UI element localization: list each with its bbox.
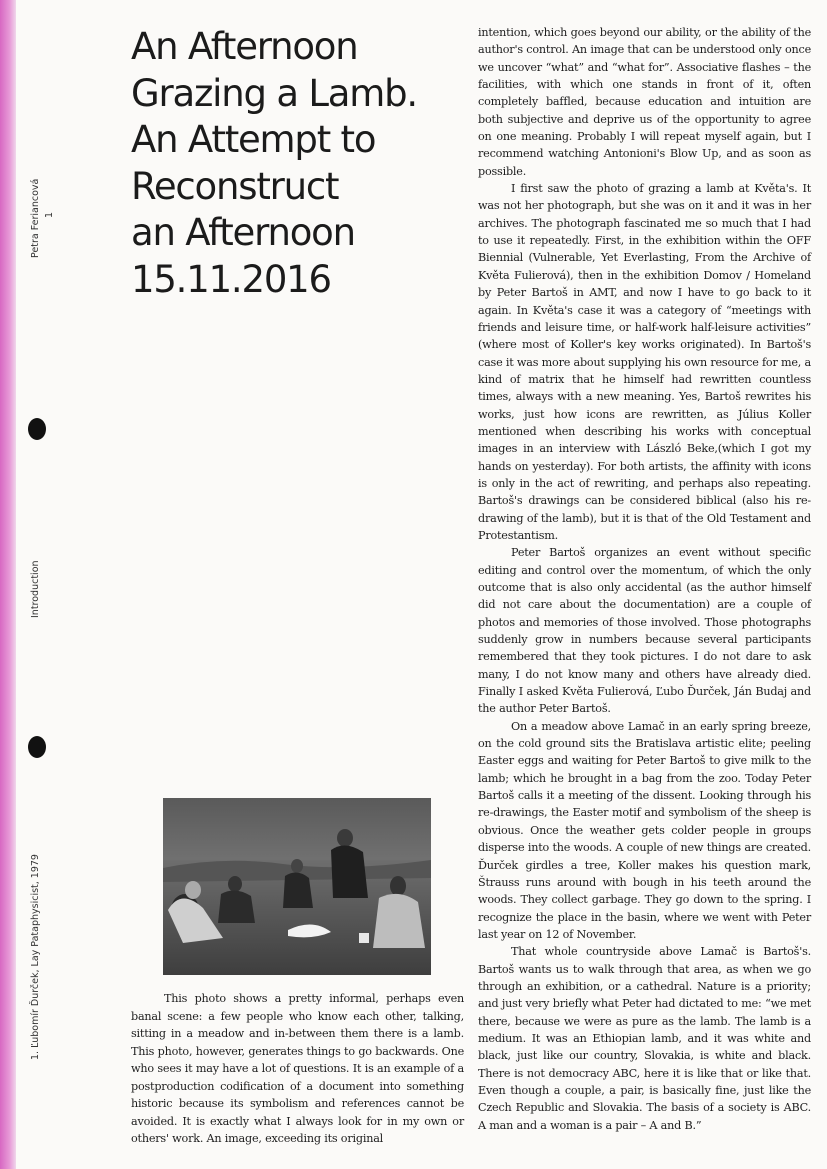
page-edge-stripe <box>0 0 16 1169</box>
title-line: An Attempt to <box>131 118 376 161</box>
title-line: An Afternoon <box>131 25 358 68</box>
title-line: 15.11.2016 <box>131 257 331 301</box>
photo-image <box>163 798 431 975</box>
body-paragraph: intention, which goes beyond our ability, or the ability of the author's control. An image that can be understood only once we uncover “what” and “what for”. Associative flashes – the facilities, with which one stands in front of it, often completely baffled, because education and intuition are both subjective and deprive us of the opportunity to agree on one meaning. Probably I will repeat myself again, but I recommend watching Antonioni's Blow Up, and as soon as possible. <box>478 26 811 178</box>
main-text-column <box>478 24 811 1134</box>
title-line: Grazing a Lamb. <box>131 71 417 115</box>
body-paragraph: I first saw the photo of grazing a lamb at Květa's. It was not her photograph, but she was on it and it was in her archives. The photograph fascinated me so much that I had to use it repeatedly. First, in the exhibition within the OFF Biennial (Vulnerable, Yet Everlasting, From the Archive of Květa Fulierová), then in the exhibition Domov / Homeland by Peter Bartoš in AMT, and now I have to go back to it again. In Květa's case it was a category of “meetings with friends and leisure time, or half-work half-leisure activities” (where most of Koller's key works originated). In Bartoš's case it was more about supplying his own resource for me, a kind of matrix that he himself had rewritten countless times, always with a new meaning. Yes, Bartoš rewrites his works, just how icons are rewritten, as Július Koller mentioned when describing his works with conceptual images in an interview with László Beke,(which I got my hands on yesterday). For both artists, the affinity with icons is only in the act of rewriting, and perhaps also repeating. Bartoš's drawings can be considered biblical (also his re-drawing of the lamb), but it is that of the Old Testament and Protestantism. <box>478 182 811 542</box>
meadow-photo <box>163 798 431 975</box>
author-name: Petra Feriancová <box>30 178 41 258</box>
title-line: Reconstruct <box>131 164 339 208</box>
body-paragraph: This photo shows a pretty informal, perhaps even banal scene: a few people who know each other, talking, sitting in a meadow and in-between them there is a lamb. This photo, however, generates things to go backwards. One who sees it may have a lot of questions. It is an example of a postproduction codification of a document into something historic because its symbolism and references cannot be avoided. It is exactly what I always look for in my own or others' work. An image, exceeding its original <box>131 992 464 1145</box>
body-paragraph: On a meadow above Lamač in an early spring breeze, on the cold ground sits the Bratislava artistic elite; peeling Easter eggs and waiting for Peter Bartoš to give milk to the lamb; which he brought in a bag from the zoo. Today Peter Bartoš calls it a meeting of the dissent. Looking through his re-drawings, the Easter motif and symbolism of the sheep is obvious. Once the weather gets colder people in groups disperse into the woods. A couple of new things are created. Ďurček girdles a tree, Koller makes his question mark, Štrauss runs around with bough in his teeth around the woods. They collect garbage. They go down to the spring. I recognize the place in the basin, where we went with Peter last year on 12 of November. <box>478 719 811 941</box>
section-name: Introduction <box>30 560 41 618</box>
intro-paragraph <box>131 990 464 1148</box>
body-paragraph: Peter Bartoš organizes an event without specific editing and control over the momentum, of which the only outcome that is also only accidental (as the author himself did not care about the documentation) are a couple of photos and memories of those involved. Those photographs suddenly grow in numbers because several participants remembered that they took pictures. I do not dare to ask many, I do not know many and others have already died. Finally I asked Květa Fulierová, Ľubo Ďurček, Ján Budaj and the author Peter Bartoš. <box>478 546 811 716</box>
punch-hole-bottom <box>28 736 46 758</box>
title-line: an Afternoon <box>131 211 355 254</box>
article-title <box>131 24 461 303</box>
page-number: 1 <box>44 211 55 218</box>
punch-hole-top <box>28 418 46 440</box>
body-paragraph: That whole countryside above Lamač is Bartoš's. Bartoš wants us to walk through that area, as when we go through an exhibition, or a cathedral. Nature is a priority; and just very briefly what Peter had dictated to me: “we met there, because we were as pure as the lamb. The lamb is a medium. It was an Ethiopian lamb, and it was white and black, just like our country, Slovakia, is white and black. There is not democracy ABC, here it is like that or like that. Even though a couple, a pair, is basically fine, just like the Czech Republic and Slovakia. The basis of a society is ABC. A man and a woman is a pair – A and B.” <box>478 945 811 1132</box>
figure-caption: 1. Ľubomír Ďurček, Lay Pataphysicist, 1979 <box>30 854 41 1060</box>
